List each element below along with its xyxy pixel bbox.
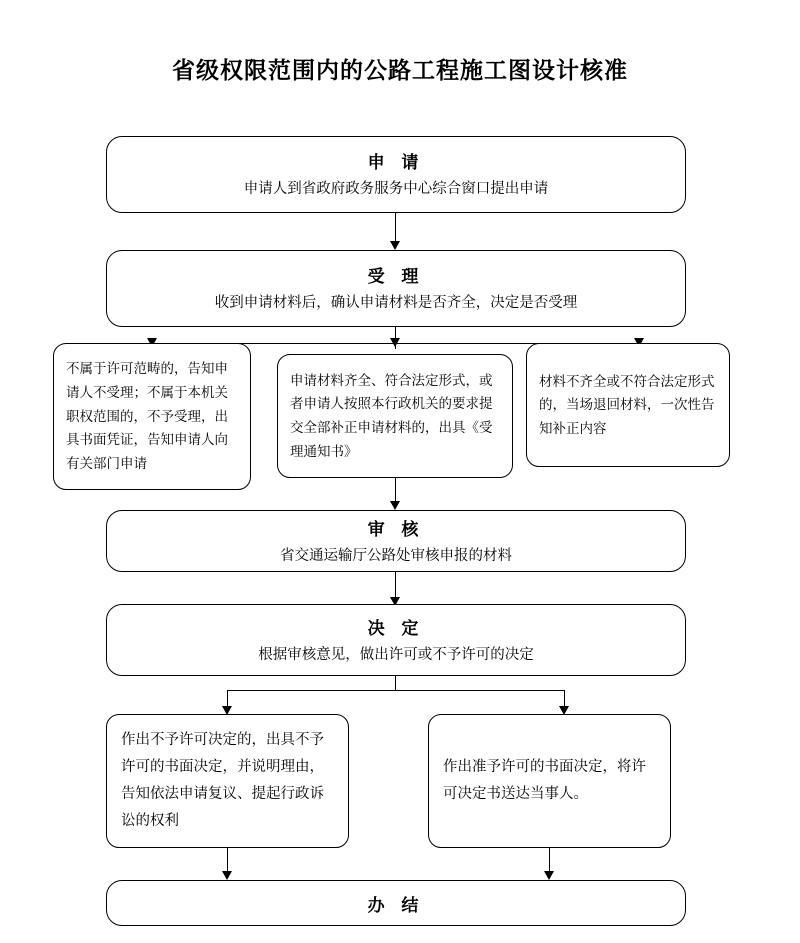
node-review-heading: 审 核 [367,519,425,539]
node-result-right-body: 作出准予许可的书面决定，将许可决定书送达当事人。 [443,759,646,802]
arrow-apply-accept [390,241,400,250]
connector-review-decide [395,572,396,600]
node-apply-heading: 申 请 [367,153,425,173]
node-accept-body: 收到申请材料后，确认申请材料是否齐全，决定是否受理 [214,295,578,312]
arrow-result-right-finish [544,871,554,880]
node-result-right [428,714,671,848]
node-review [106,510,686,572]
node-result-left [106,714,349,848]
node-apply-body: 申请人到省政府政务服务中心综合窗口提出申请 [243,181,549,198]
node-result-left-body: 作出不予许可决定的，出具不予许可的书面决定，并说明理由，告知依法申请复议、提起行政诉讼的权利 [121,732,324,829]
arrow-result-left-finish [222,871,232,880]
page-title: 省级权限范围内的公路工程施工图设计核准 [172,57,628,83]
node-finish-heading: 办 结 [367,895,425,915]
node-finish [106,880,686,926]
connector-result-bus [227,690,564,691]
node-branch-mid-body: 申请材料齐全、符合法定形式，或者申请人按照本行政机关的要求提交全部补正申请材料的，出具《受理通知书》 [290,372,493,459]
node-branch-left [53,343,251,490]
node-accept [106,250,686,327]
node-apply [106,136,686,213]
arrow-mid-review [390,501,400,510]
connector-apply-accept [395,213,396,243]
node-branch-right-body: 材料不齐全或不符合法定形式的，当场退回材料，一次性告知补正内容 [539,373,715,436]
node-decide-heading: 决 定 [367,618,425,638]
node-decide-body: 根据审核意见，做出许可或不予许可的决定 [258,646,534,663]
node-accept-heading: 受 理 [367,267,425,287]
node-branch-mid [277,354,513,478]
node-branch-left-body: 不属于许可范畴的，告知申请人不受理；不属于本机关职权范围的，不予受理，出具书面凭证，告知申请人向有关部门申请 [66,361,228,471]
arrow-branch-mid [390,338,400,347]
node-review-body: 省交通运输厅公路处审核申报的材料 [280,547,512,564]
connector-decide-down [395,676,396,690]
node-branch-right [526,343,730,467]
node-decide [106,604,686,676]
